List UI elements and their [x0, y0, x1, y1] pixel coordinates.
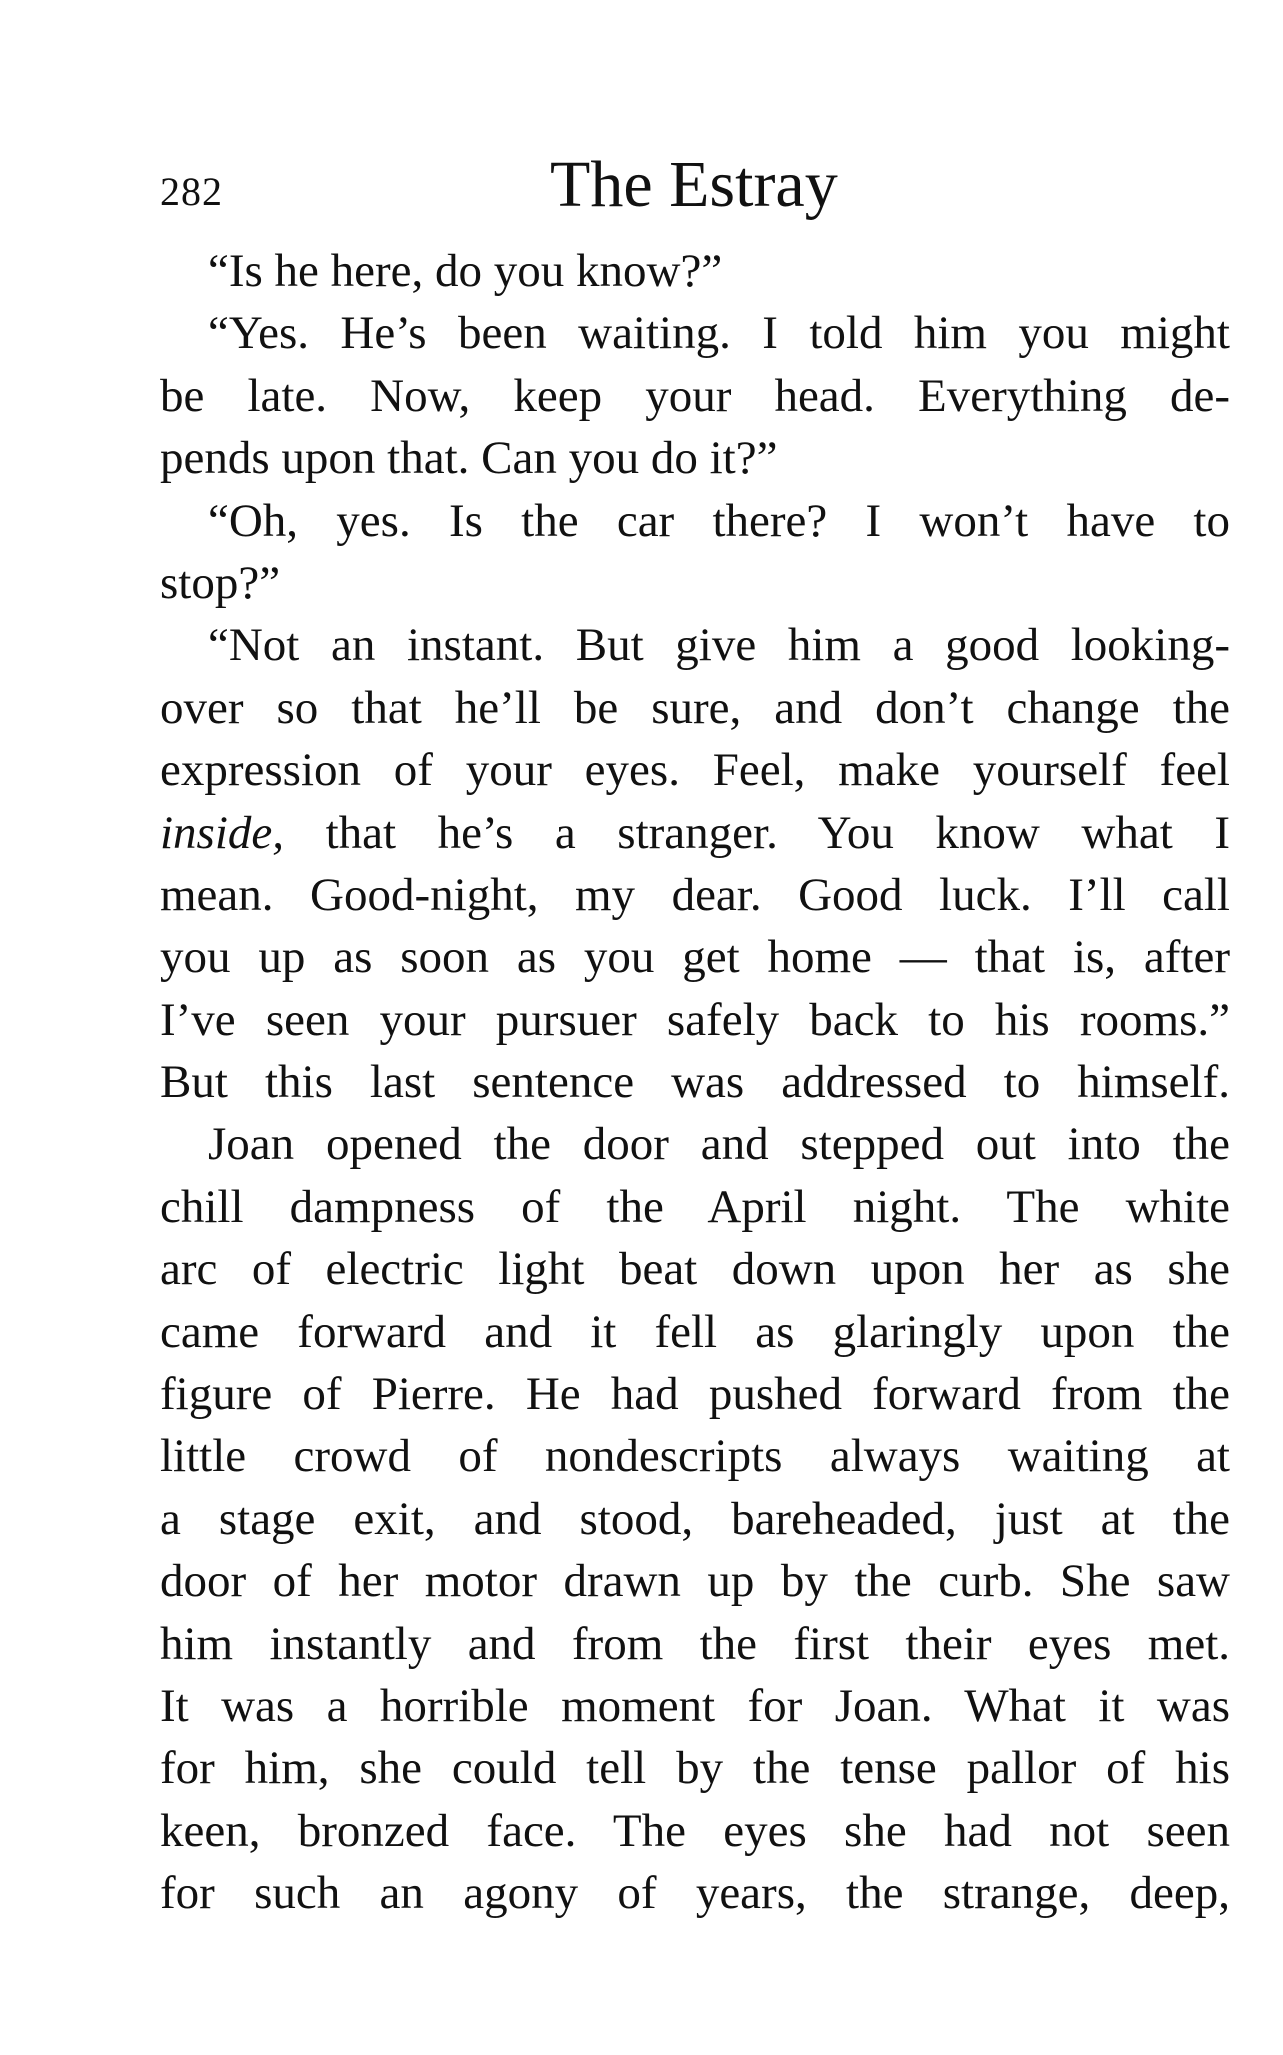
text-line: figure of Pierre. He had pushed forward from the	[160, 1368, 1230, 1421]
text-line: a stage exit, and stood, bareheaded, just at the	[160, 1492, 1230, 1545]
text-line: for him, she could tell by the tense pallor of his	[160, 1742, 1230, 1795]
text-line: Joan opened the door and stepped out into the	[208, 1118, 1230, 1171]
text-line: “Is he here, do you know?”	[208, 245, 723, 297]
italic-word: inside,	[160, 806, 285, 859]
text-line: keen, bronzed face. The eyes she had not seen	[160, 1804, 1230, 1857]
text-line: “Yes. He’s been waiting. I told him you might	[208, 307, 1230, 360]
page-header	[160, 150, 1230, 230]
text-line: mean. Good-night, my dear. Good luck. I’ll call	[160, 868, 1230, 921]
text-line: But this last sentence was addressed to himself.	[160, 1056, 1230, 1109]
body-text	[160, 240, 1230, 1925]
text-line: you up as soon as you get home — that is, after	[160, 931, 1230, 984]
text-line: over so that he’ll be sure, and don’t change the	[160, 681, 1230, 734]
text-line: be late. Now, keep your head. Everything de-	[160, 369, 1230, 422]
text-line: came forward and it fell as glaringly upon the	[160, 1305, 1230, 1358]
text-line: him instantly and from the first their eyes met.	[160, 1617, 1230, 1670]
text-line: little crowd of nondescripts always waiting at	[160, 1430, 1230, 1483]
text-line: expression of your eyes. Feel, make yourself feel	[160, 744, 1230, 797]
text-line: door of her motor drawn up by the curb. She saw	[160, 1555, 1230, 1608]
text-line-rest: that he’s a stranger. You know what I	[284, 806, 1230, 859]
text-line: It was a horrible moment for Joan. What it was	[160, 1679, 1230, 1732]
text-line	[160, 802, 1230, 864]
text-line: pends upon that. Can you do it?”	[160, 432, 778, 485]
text-line: chill dampness of the April night. The white	[160, 1180, 1230, 1233]
text-line: “Oh, yes. Is the car there? I won’t have to	[208, 494, 1230, 547]
text-line: for such an agony of years, the strange, deep,	[160, 1867, 1230, 1920]
text-line: “Not an instant. But give him a good looking-	[208, 619, 1230, 672]
page-number: 282	[160, 169, 223, 214]
running-title: The Estray	[550, 148, 838, 221]
text-line: stop?”	[160, 556, 281, 609]
text-line: I’ve seen your pursuer safely back to his rooms.”	[160, 993, 1230, 1046]
text-line: arc of electric light beat down upon her as she	[160, 1243, 1230, 1296]
